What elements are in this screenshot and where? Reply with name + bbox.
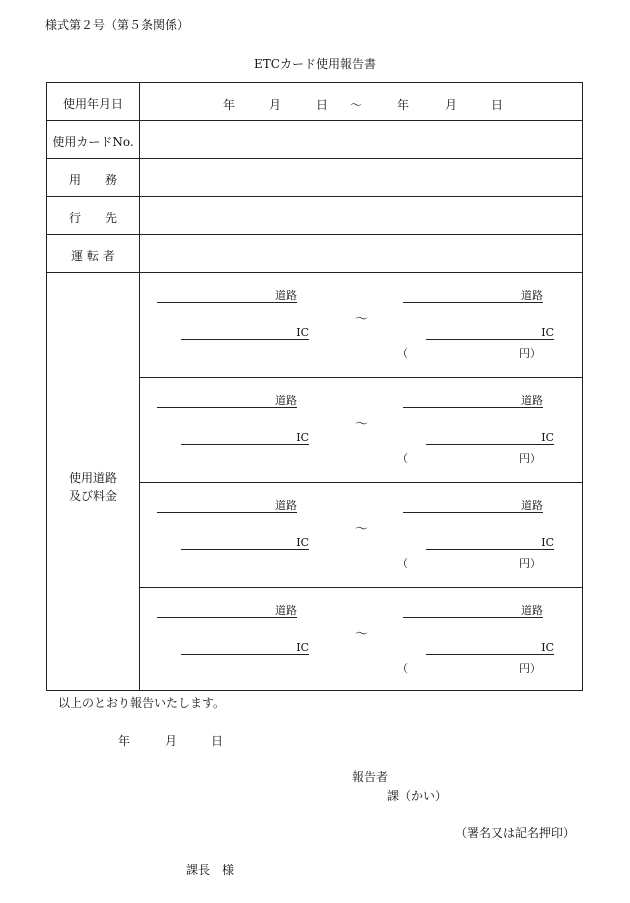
date-month-end: 月 <box>445 98 458 112</box>
route-separator: 〜 <box>355 312 369 327</box>
exit-ic-field[interactable]: IC <box>426 642 554 655</box>
row-divider <box>47 120 582 121</box>
addressee: 課長 様 <box>186 863 235 877</box>
signature-note: （署名又は記名押印） <box>455 826 576 840</box>
label-destination: 行 先 <box>68 211 117 225</box>
date-month-start: 月 <box>269 98 282 112</box>
exit-ic-field[interactable]: IC <box>426 537 554 550</box>
report-date-month: 月 <box>165 734 178 748</box>
fee-yen-close: 円） <box>519 452 541 465</box>
usage-segment <box>139 588 582 692</box>
label-driver: 運 転 者 <box>71 249 115 263</box>
report-statement: 以上のとおり報告いたします。 <box>58 696 226 710</box>
exit-road-field[interactable]: 道路 <box>403 290 543 303</box>
date-year-start: 年 <box>223 98 236 112</box>
exit-road-field[interactable]: 道路 <box>403 395 543 408</box>
entry-ic-field[interactable]: IC <box>181 537 309 550</box>
report-table <box>46 82 583 691</box>
route-separator: 〜 <box>355 627 369 642</box>
row-divider <box>47 158 582 159</box>
usage-segment <box>139 378 582 482</box>
date-year-end: 年 <box>397 98 410 112</box>
exit-ic-field[interactable]: IC <box>426 327 554 340</box>
route-separator: 〜 <box>355 417 369 432</box>
entry-road-field[interactable]: 道路 <box>157 500 297 513</box>
usage-segment <box>139 483 582 587</box>
fee-yen-close: 円） <box>519 662 541 675</box>
usage-segment <box>139 273 582 377</box>
report-date-year: 年 <box>118 734 131 748</box>
fee-paren-open: （ <box>397 347 408 360</box>
entry-ic-field[interactable]: IC <box>181 327 309 340</box>
label-purpose: 用 務 <box>68 173 117 187</box>
document-title: ETCカード使用報告書 <box>254 57 376 71</box>
section-label: 課（かい） <box>387 789 448 803</box>
exit-road-field[interactable]: 道路 <box>403 500 543 513</box>
date-day-start: 日 <box>316 98 329 112</box>
fee-paren-open: （ <box>397 662 408 675</box>
label-card-number: 使用カードNo. <box>52 135 134 149</box>
entry-road-field[interactable]: 道路 <box>157 605 297 618</box>
row-divider <box>47 234 582 235</box>
exit-road-field[interactable]: 道路 <box>403 605 543 618</box>
label-road-and-fee: 使用道路 及び料金 <box>68 471 117 503</box>
fee-yen-close: 円） <box>519 557 541 570</box>
fee-yen-close: 円） <box>519 347 541 360</box>
reporter-label: 報告者 <box>352 770 389 784</box>
date-range-separator: 〜 <box>350 98 363 112</box>
entry-ic-field[interactable]: IC <box>181 432 309 445</box>
entry-ic-field[interactable]: IC <box>181 642 309 655</box>
route-separator: 〜 <box>355 522 369 537</box>
exit-ic-field[interactable]: IC <box>426 432 554 445</box>
report-date-day: 日 <box>211 734 224 748</box>
fee-paren-open: （ <box>397 557 408 570</box>
fee-paren-open: （ <box>397 452 408 465</box>
row-divider <box>47 196 582 197</box>
date-day-end: 日 <box>491 98 504 112</box>
label-usage-date: 使用年月日 <box>62 97 123 111</box>
form-number: 様式第２号（第５条関係） <box>45 18 190 32</box>
entry-road-field[interactable]: 道路 <box>157 290 297 303</box>
entry-road-field[interactable]: 道路 <box>157 395 297 408</box>
